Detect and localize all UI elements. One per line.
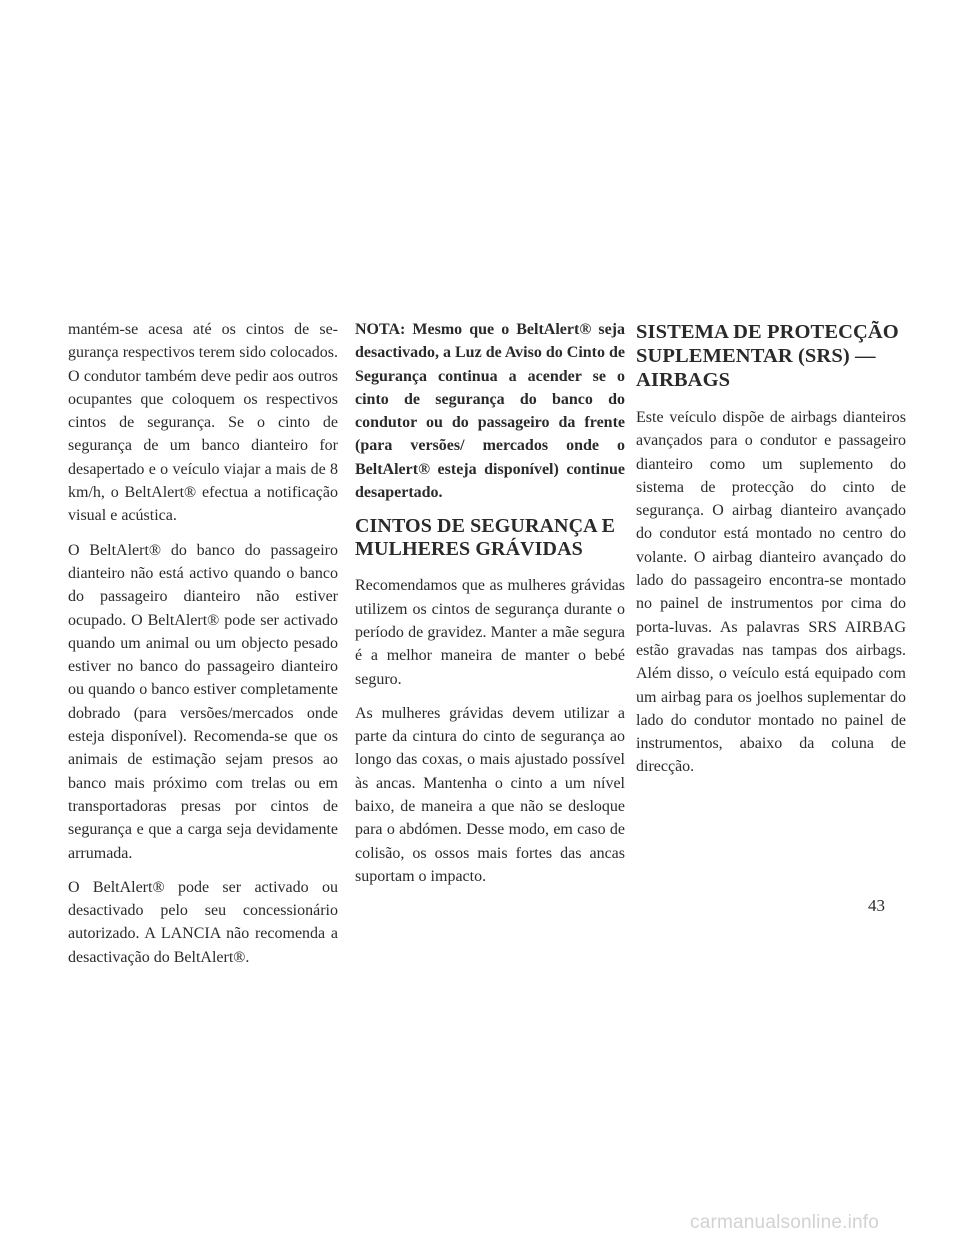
- column-middle: [355, 318, 625, 899]
- heading-pregnant-women: CINTOS DE SEGURANÇA E MULHERES GRÁVIDAS: [355, 515, 616, 561]
- column-right: [636, 318, 906, 790]
- column-left: [68, 318, 338, 980]
- note-warning-light: NOTA: Mesmo que o BeltAlert® seja desactivado, a Luz de Aviso do Cinto de Segurança continua a acender se o cinto de segurança do banco do condutor ou do passageiro da frente (para versões/ mercados onde o BeltAlert® esteja disponível) continue desapertado.: [355, 321, 625, 502]
- paragraph-beltalert-notification: mantém-se acesa até os cintos de segurança respectivos terem sido colocados. O condutor também deve pedir aos outros ocupantes que coloquem os respectivos cintos de segurança. Se o cinto de segurança de um banco dianteiro for desapertado e o veículo viajar a mais de 8 km/h, o BeltAlert® efectua a notificação visual e acústica.: [68, 321, 338, 525]
- page-number: 43: [868, 896, 885, 915]
- paragraph-airbags-description: Este veículo dispõe de airbags dianteiros avançados para o condutor e passageiro dianteiro como um suplemento do sistema de protecção do cinto de segurança. O airbag dianteiro avançado do condutor está montado no centro do volante. O airbag dianteiro avançado do lado do passageiro encontra-se montado no painel de instrumentos por cima do porta-luvas. As palavras SRS AIRBAG estão gravadas nas tampas dos airbags. Além disso, o veículo está equipado com um airbag para os joelhos suplementar do lado do condutor montado no painel de instrumentos, abaixo da coluna de direcção.: [636, 409, 906, 776]
- paragraph-beltalert-passenger: O BeltAlert® do banco do passageiro dianteiro não está activo quando o banco do passageiro dianteiro não estiver ocupado. O BeltAlert® pode ser activado quando um animal ou um objecto pesado estiver no banco do passageiro dianteiro ou quando o banco estiver completamente dobrado (para versões/mercados onde esteja disponível). Recomenda-se que os animais de estimação sejam presos ao banco mais próximo com trelas ou em transportadoras presas por cintos de segurança e que a carga seja devidamente arrumada.: [68, 541, 338, 862]
- watermark-text: carmanualsonline.info: [690, 1212, 880, 1233]
- paragraph-beltalert-dealer: O BeltAlert® pode ser activado ou desactivado pelo seu concessionário autorizado. A LANCIA não recomenda a desactivação do BeltAlert®.: [68, 878, 338, 966]
- paragraph-pregnancy-recommendation: Recomendamos que as mulheres grávidas utilizem os cintos de segurança durante o período de gravidez. Manter a mãe segura é a melhor maneira de manter o bebé seguro.: [355, 577, 625, 688]
- paragraph-pregnancy-belt-position: As mulheres grávidas devem utilizar a parte da cintura do cinto de segurança ao longo das coxas, o mais ajustado possível às ancas. Mantenha o cinto a um nível baixo, de maneira a que não se desloque para o abdómen. Desse modo, em caso de colisão, os ossos mais fortes das ancas suportam o impacto.: [355, 704, 625, 885]
- heading-srs-airbags: SISTEMA DE PROTECÇÃO SUPLEMENTAR (SRS) — AIRBAGS: [636, 321, 899, 391]
